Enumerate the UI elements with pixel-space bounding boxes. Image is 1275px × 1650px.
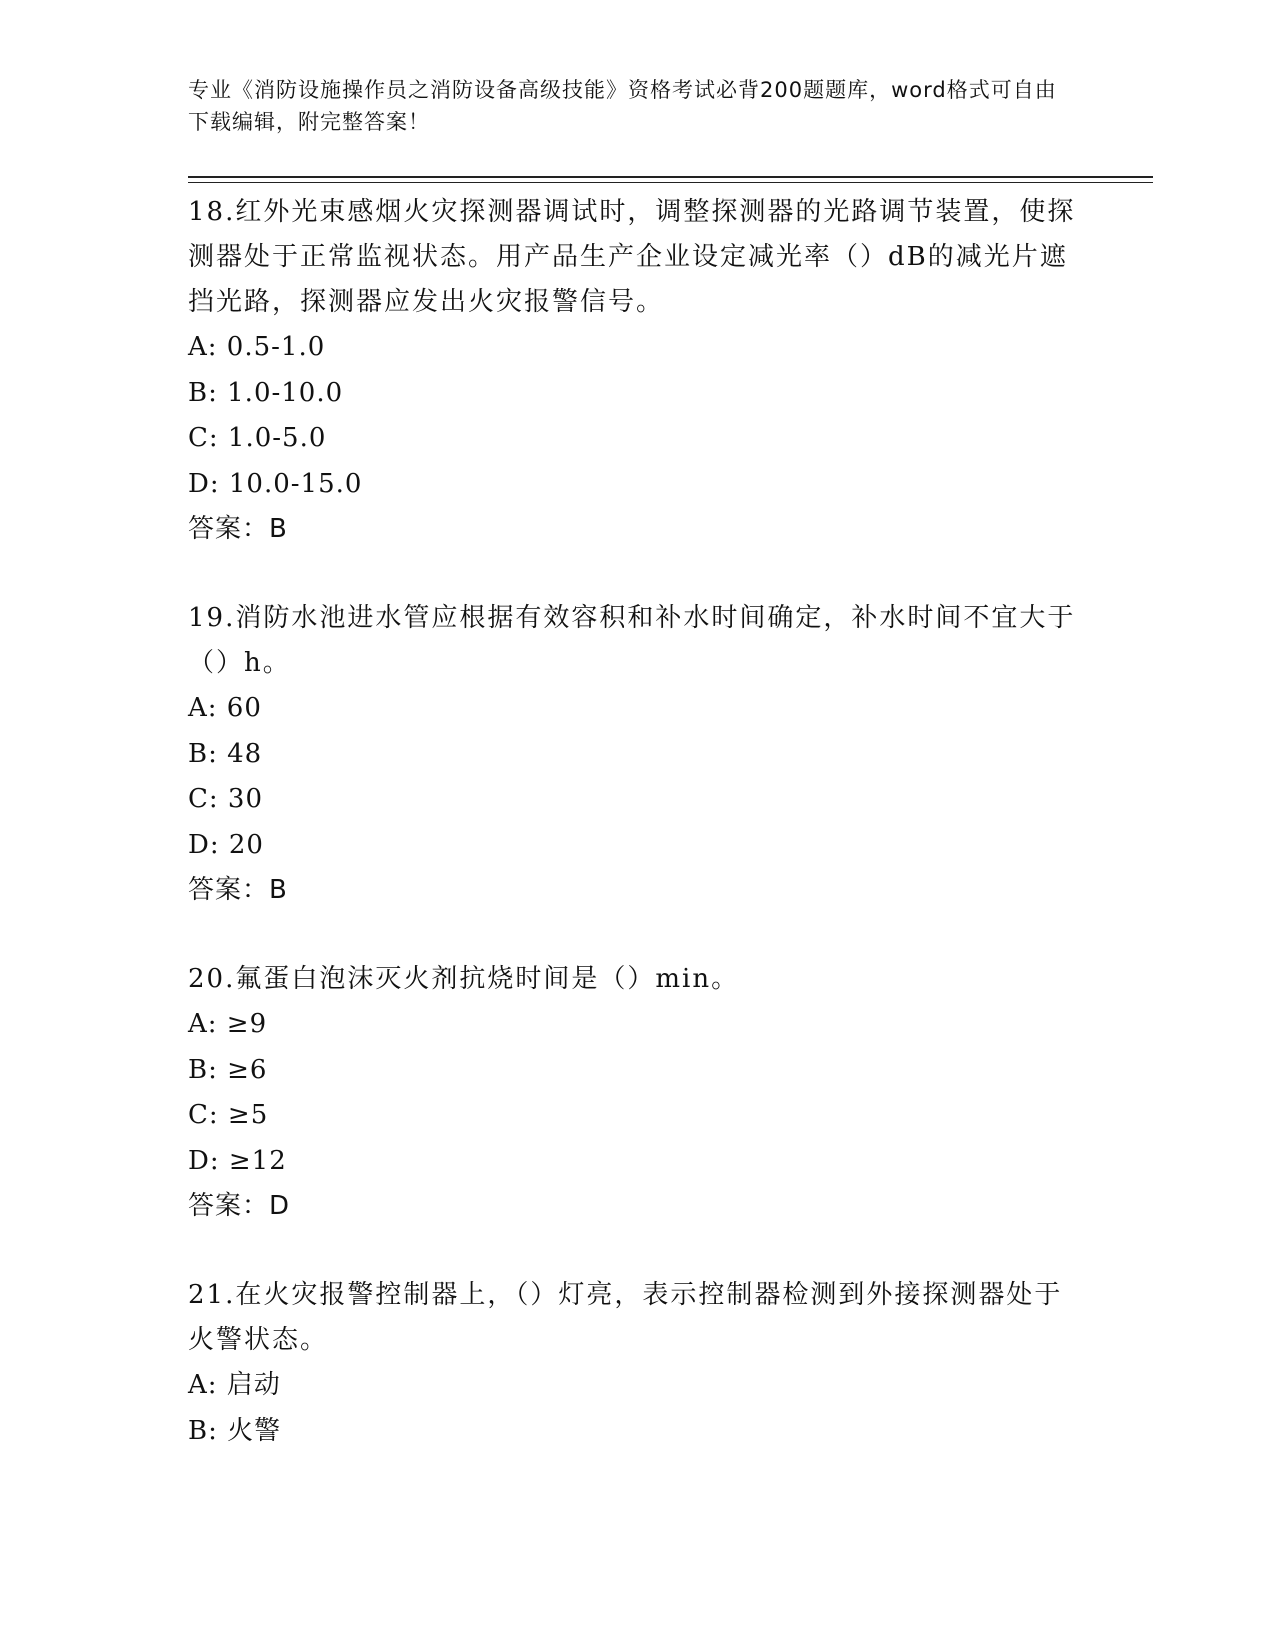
question-text: 21.在火灾报警控制器上，（）灯亮，表示控制器检测到外接探测器处于火警状态。 [188,1280,1063,1355]
header-divider [188,176,1153,178]
question-text: 20.氟蛋白泡沫灭火剂抗烧时间是（）min。 [188,964,740,994]
option-a: A: 启动 [188,1370,281,1400]
option-b: B: 火警 [188,1415,282,1446]
question-20 [188,957,1088,1229]
option-c: C: ≥5 [188,1100,269,1130]
option-d: D: 10.0-15.0 [188,468,363,499]
question-text: 18.红外光束感烟火灾探测器调试时，调整探测器的光路调节装置，使探测器处于正常监视状态。用产品生产企业设定减光率（）dB的减光片遮挡光路，探测器应发出火灾报警信号。 [188,197,1076,317]
option-a: A: ≥9 [188,1009,268,1039]
question-list [188,190,1088,1498]
option-b: B: 48 [188,738,263,769]
answer: 答案：D [188,1191,291,1221]
option-c: C: 1.0-5.0 [188,423,327,453]
option-b: B: ≥6 [188,1054,268,1085]
option-c: C: 30 [188,784,264,814]
header-divider-thin [188,182,1153,183]
option-b: B: 1.0-10.0 [188,377,344,408]
question-21 [188,1273,1088,1454]
question-19 [188,596,1088,913]
question-text: 19.消防水池进水管应根据有效容积和补水时间确定，补水时间不宜大于（）h。 [188,603,1076,678]
question-18 [188,190,1088,552]
option-d: D: ≥12 [188,1145,287,1176]
document-header: 专业《消防设施操作员之消防设备高级技能》资格考试必背200题题库，word格式可自由下载编辑，附完整答案！ [188,78,1057,134]
option-a: A: 60 [188,693,262,723]
answer: 答案：B [188,875,288,905]
option-d: D: 20 [188,829,264,860]
answer: 答案：B [188,514,288,544]
option-a: A: 0.5-1.0 [188,332,326,362]
